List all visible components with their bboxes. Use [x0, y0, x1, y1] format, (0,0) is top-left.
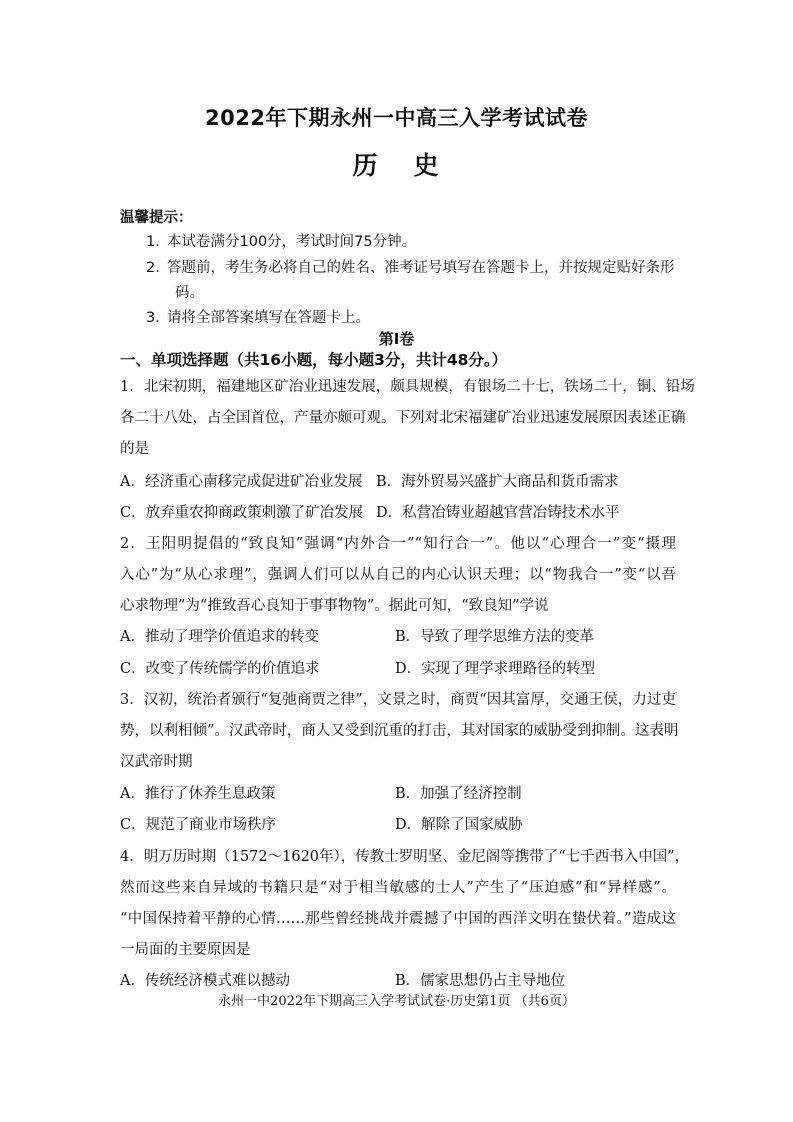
- question-3-option-a: A．推行了休养生息政策: [120, 786, 276, 802]
- question-1-option-c: C．放弃重农抑商政策刺激了矿冶发展: [120, 505, 364, 521]
- question-3-option-d: D．解除了国家威胁: [395, 817, 523, 833]
- tip-number: 3．: [146, 310, 170, 326]
- question-3-line-3: 汉武帝时期: [120, 754, 193, 770]
- question-2-line-3: 心求物理”为“推致吾心良知于事事物物”。据此可知，“致良知”学说: [120, 598, 549, 614]
- question-3-line-1: 3．汉初，统治者颁行“复弛商贾之律”，文景之时，商贾“因其富厚，交通王侯，力过吏: [120, 692, 676, 708]
- question-4-option-b: B．儒家思想仍占主导地位: [395, 973, 566, 989]
- page-footer: 永州一中2022年下期高三入学考试试卷·历史第1页 （共6页）: [218, 994, 575, 1009]
- tips-title: 温馨提示：: [120, 210, 193, 226]
- question-2-option-d: D．实现了理学求理路径的转型: [395, 661, 596, 677]
- question-1-line-2: 各二十八处，占全国首位，产量亦颇可观。下列对北宋福建矿冶业迅速发展原因表述正确: [120, 410, 686, 426]
- section-title: 第I卷: [378, 330, 415, 348]
- tip-number: 2．: [146, 260, 170, 276]
- subject-title: [0, 146, 793, 182]
- tip-text-continued: 码。: [175, 285, 204, 301]
- question-3-option-b: B．加强了经济控制: [395, 786, 522, 802]
- tip-text: 答题前，考生务必将自己的姓名、准考证号填写在答题卡上，并按规定贴好条形: [167, 260, 675, 276]
- question-3-line-2: 势，以利相倾”。汉武帝时，商人又受到沉重的打击，其对国家的威胁受到抑制。这表明: [120, 723, 679, 739]
- subject-char-1: 历: [352, 151, 380, 180]
- question-1-option-b: B．海外贸易兴盛扩大商品和货币需求: [376, 474, 619, 490]
- question-4-option-a: A．传统经济模式难以撼动: [120, 973, 290, 989]
- tip-item-2: [146, 256, 706, 306]
- part-title: 一、单项选择题（共16小题，每小题3分，共计48分。）: [120, 351, 508, 369]
- tip-number: 1．: [146, 234, 170, 250]
- question-1-option-d: D．私营冶铸业超越官营冶铸技术水平: [376, 505, 620, 521]
- question-4-line-1: 4．明万历时期（1572～1620年），传教士罗明坚、金尼阁等携带了“七千西书入中国”，: [120, 849, 690, 865]
- tip-item-1: [146, 230, 706, 255]
- question-2-line-2: 入心”为“从心求理”，强调人们可以从自己的内心认识天理；以“物我合一”变“以吾: [120, 567, 676, 583]
- subject-char-2: 史: [413, 151, 441, 180]
- question-2-option-a: A．推动了理学价值追求的转变: [120, 629, 319, 645]
- question-2-line-1: 2．王阳明提倡的“致良知”强调“内外合一”“知行合一”。他以“心理合一”变“摄理: [120, 536, 676, 552]
- exam-title: 2022年下期永州一中高三入学考试试卷: [205, 106, 588, 130]
- tip-text: 本试卷满分100分，考试时间75分钟。: [167, 234, 417, 250]
- question-4-line-4: 一局面的主要原因是: [120, 942, 251, 958]
- question-3-option-c: C．规范了商业市场秩序: [120, 817, 277, 833]
- question-4-line-3: “中国保持着平静的心情……那些曾经挑战并震撼了中国的西洋文明在蛰伏着。”造成这: [120, 911, 676, 927]
- tip-text: 请将全部答案填写在答题卡上。: [167, 310, 370, 326]
- question-2-option-c: C．改变了传统儒学的价值追求: [120, 661, 320, 677]
- question-2-option-b: B．导致了理学思维方法的变革: [395, 629, 595, 645]
- question-4-line-2: 然而这些来自异域的书籍只是“对于相当敏感的士人”产生了“压迫感”和“异样感”。: [120, 880, 676, 896]
- question-1-option-a: A．经济重心南移完成促进矿冶业发展: [120, 474, 363, 490]
- question-1-line-1: 1．北宋初期，福建地区矿冶业迅速发展，颇具规模，有银场二十七，铁场二十，铜、铅场: [120, 379, 695, 395]
- question-1-line-3: 的是: [120, 441, 149, 457]
